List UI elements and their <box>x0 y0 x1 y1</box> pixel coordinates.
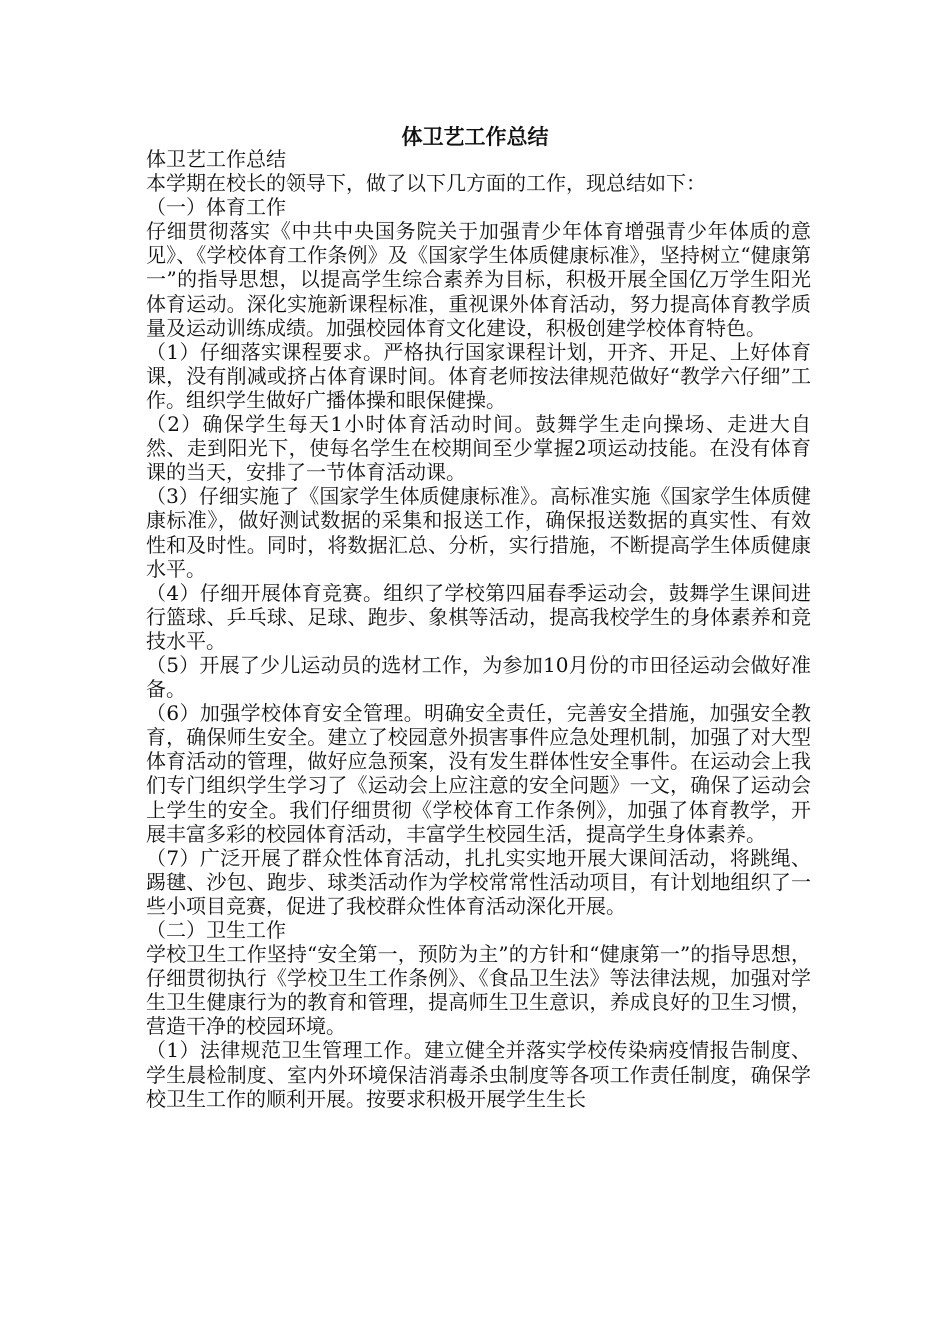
section-heading-health: （二）卫生工作 <box>146 918 286 942</box>
document-title: 体卫艺工作总结 <box>401 125 549 149</box>
sports-item-2: （2）确保学生每天1小时体育活动时间。鼓舞学生走向操场、走进大自然、走到阳光下，使每名学生在校期间至少掌握2项运动技能。在没有体育课的当天，安排了一节体育活动课。 <box>146 412 811 485</box>
sports-item-4: （4）仔细开展体育竞赛。组织了学校第四届春季运动会，鼓舞学生课间进行篮球、乒乓球、足球、跑步、象棋等活动，提高我校学生的身体素养和竞技水平。 <box>146 580 811 653</box>
sports-item-6: （6）加强学校体育安全管理。明确安全责任，完善安全措施，加强安全教育，确保师生安全。建立了校园意外损害事件应急处理机制，加强了对大型体育活动的管理，做好应急预案，没有发生群体性安全事件。在运动会上我们专门组织学生学习了《运动会上应注意的安全问题》一文，确保了运动会上学生的安全。我们仔细贯彻《学校体育工作条例》，加强了体育教学，开展丰富多彩的校园体育活动，丰富学生校园生活，提高学生身体素养。 <box>146 701 811 846</box>
subtitle-line: 体卫艺工作总结 <box>146 147 286 171</box>
sports-item-1: （1）仔细落实课程要求。严格执行国家课程计划，开齐、开足、上好体育课，没有削减或挤占体育课时间。体育老师按法律规范做好“教学六仔细”工作。组织学生做好广播体操和眼保健操。 <box>146 339 811 412</box>
health-overview-paragraph: 学校卫生工作坚持“安全第一，预防为主”的方针和“健康第一”的指导思想，仔细贯彻执行《学校卫生工作条例》、《食品卫生法》等法律法规，加强对学生卫生健康行为的教育和管理，提高师生卫生意识，养成良好的卫生习惯，营造干净的校园环境。 <box>146 942 811 1039</box>
document-body <box>146 147 811 1111</box>
sports-overview-paragraph: 仔细贯彻落实《中共中央国务院关于加强青少年体育增强青少年体质的意见》、《学校体育工作条例》及《国家学生体质健康标准》，坚持树立“健康第一”的指导思想，以提高学生综合素养为目标，积极开展全国亿万学生阳光体育运动。深化实施新课程标准，重视课外体育活动，努力提高体育教学质量及运动训练成绩。加强校园体育文化建设，积极创建学校体育特色。 <box>146 219 811 340</box>
section-heading-sports: （一）体育工作 <box>146 195 286 220</box>
sports-item-3: （3）仔细实施了《国家学生体质健康标准》。高标准实施《国家学生体质健康标准》，做好测试数据的采集和报送工作，确保报送数据的真实性、有效性和及时性。同时，将数据汇总、分析，实行措施，不断提高学生体质健康水平。 <box>146 484 811 581</box>
sports-item-7: （7）广泛开展了群众性体育活动，扎扎实实地开展大课间活动，将跳绳、踢毽、沙包、跑步、球类活动作为学校常常性活动项目，有计划地组织了一些小项目竞赛，促进了我校群众性体育活动深化开展。 <box>146 845 811 918</box>
sports-item-5: （5）开展了少儿运动员的选材工作，为参加10月份的市田径运动会做好准备。 <box>146 652 811 702</box>
intro-paragraph: 本学期在校长的领导下，做了以下几方面的工作，现总结如下： <box>146 171 706 196</box>
health-item-1: （1）法律规范卫生管理工作。建立健全并落实学校传染病疫情报告制度、学生晨检制度、室内外环境保洁消毒杀虫制度等各项工作责任制度，确保学校卫生工作的顺利开展。按要求积极开展学生生长 <box>146 1038 811 1111</box>
